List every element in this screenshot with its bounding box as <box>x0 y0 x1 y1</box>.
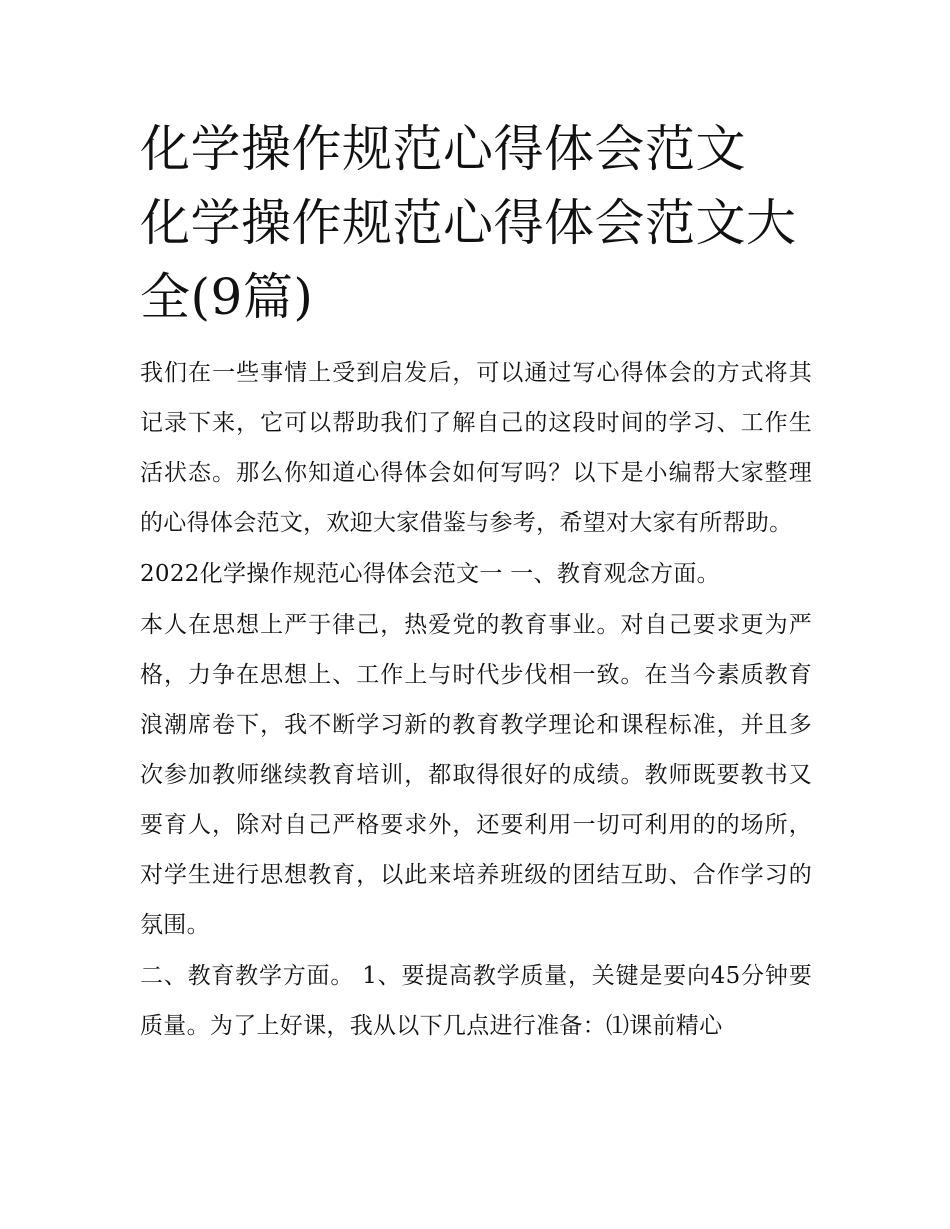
document-title: 化学操作规范心得体会范文 化学操作规范心得体会范文大全(9篇) <box>140 120 797 326</box>
document-body <box>140 348 812 1051</box>
intro-paragraph: 我们在一些事情上受到启发后，可以通过写心得体会的方式将其记录下来，它可以帮助我们了解自己的这段时间的学习、工作生活状态。那么你知道心得体会如何写吗？以下是小编帮大家整理的心得体会范文，欢迎大家借鉴与参考，希望对大家有所帮助。 <box>140 360 812 536</box>
body-paragraph-education-concept: 本人在思想上严于律己，热爱党的教育事业。对自己要求更为严格，力争在思想上、工作上与时代步伐相一致。在当今素质教育浪潮席卷下，我不断学习新的教育教学理论和课程标准，并且多次参加教师继续教育培训，都取得很好的成绩。教师既要教书又要育人，除对自己严格要求外，还要利用一切可利用的的场所，对学生进行思想教育，以此来培养班级的团结互助、合作学习的氛围。 <box>140 612 812 938</box>
document-page <box>140 112 812 1052</box>
section-heading-paragraph: 2022化学操作规范心得体会范文一 一、教育观念方面。 <box>140 561 720 587</box>
body-paragraph-teaching: 二、教育教学方面。 1、要提高教学质量，关键是要向45分钟要质量。为了上好课，我从以下几点进行准备：⑴课前精心 <box>140 963 812 1039</box>
